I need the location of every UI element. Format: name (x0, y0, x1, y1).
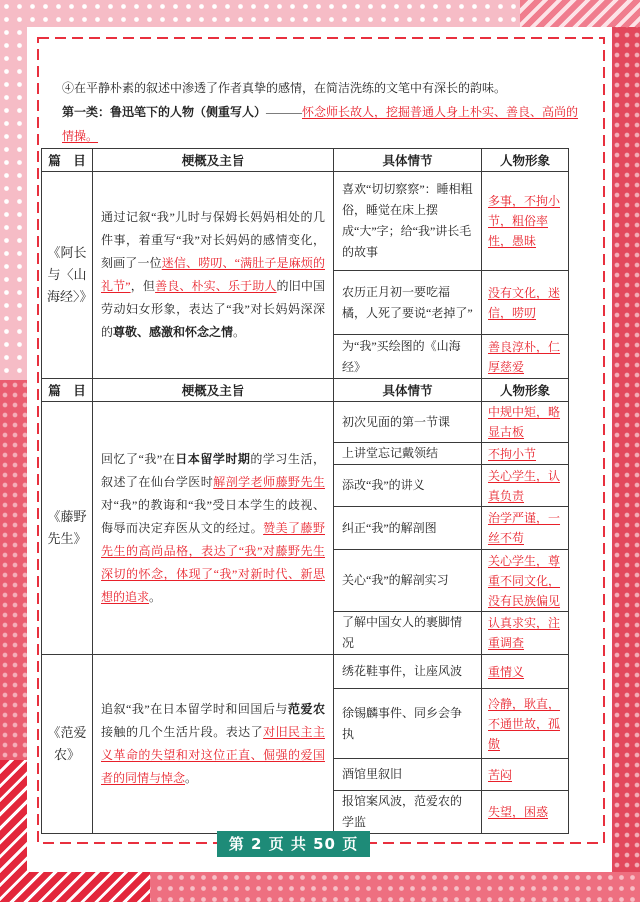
summary-key-phrase: 善良、朴实、乐于助人 (155, 279, 277, 293)
category-dash: ——— (266, 105, 303, 119)
plot-detail: 初次见面的第一节课 (334, 402, 482, 443)
summary-text: 追叙“我”在日本留学时和回国后与 (101, 702, 288, 716)
summary-text: ，但 (130, 279, 156, 293)
summary-bold-phrase: 范爱农 (287, 702, 325, 716)
summary-key-phrase: 赞美了藤野先生的高尚品格，表达了“我”对藤野先生深切的怀念，体现了“我”对新时代、新思想的追求 (101, 520, 325, 604)
header-title: 篇 目 (42, 149, 93, 172)
plot-detail: 报馆案风波，范爱农的学监 (334, 791, 482, 834)
work-summary (93, 655, 334, 834)
summary-text: 的学习生活，叙述了在仙台学医时 (101, 451, 325, 489)
table-header-row (42, 149, 569, 172)
plot-detail: 了解中国女人的裹脚情况 (334, 612, 482, 655)
work-summary (93, 402, 334, 655)
plot-detail: 酒馆里叙旧 (334, 759, 482, 791)
header-plot: 具体情节 (334, 149, 482, 172)
plot-detail: 关心“我”的解剖实习 (334, 550, 482, 612)
character-portrait-cell (482, 612, 569, 655)
character-portrait-cell (482, 465, 569, 507)
character-trait: 冷静，耿直，不通世故，孤傲 (488, 696, 561, 751)
summary-bold-phrase: 尊敬、感激和怀念之情 (113, 325, 234, 339)
character-portrait-cell (482, 507, 569, 550)
table-row (42, 402, 569, 443)
category-heading (62, 100, 582, 148)
character-trait: 善良淳朴，仁厚慈爱 (488, 339, 561, 374)
page-number-badge: 第 2 页 共 50 页 (217, 831, 370, 857)
plot-detail: 绣花鞋事件，让座风波 (334, 655, 482, 689)
work-title: 《阿长与〈山海经〉》 (42, 172, 93, 379)
character-trait: 关心学生，尊重不同文化，没有民族偏见 (488, 553, 561, 608)
header-plot: 具体情节 (334, 379, 482, 402)
table-row (42, 655, 569, 689)
work-title: 《范爱农》 (42, 655, 93, 834)
summary-text: 接触的几个生活片段。表达了 (101, 725, 264, 739)
character-portrait-cell (482, 172, 569, 271)
summary-text: 。 (185, 771, 198, 785)
summary-text: 对“我”的教诲和“我”受日本学生的歧视、侮辱而决定弃医从文的经过。 (101, 497, 325, 535)
summary-text: 通过记叙“我”儿时与保姆长妈妈相处的几件事，着重写“我”对长妈妈的感情变化，刻画了一位 (101, 210, 325, 270)
character-portrait-cell (482, 271, 569, 335)
plot-detail: 为“我”买绘图的《山海经》 (334, 335, 482, 379)
character-portrait-cell (482, 791, 569, 834)
summary-key-phrase: 对旧民主主义革命的失望和对这位正直、倔强的爱国者的同情与悼念 (101, 725, 325, 785)
works-table-body (42, 149, 569, 834)
character-table (41, 148, 568, 834)
plot-detail: 徐锡麟事件、同乡会争执 (334, 689, 482, 759)
character-trait: 重情义 (488, 664, 525, 679)
character-portrait-cell (482, 550, 569, 612)
category-label: 第一类：鲁迅笔下的人物（侧重写人） (62, 105, 267, 119)
header-summary: 梗概及主旨 (93, 379, 334, 402)
character-trait: 关心学生，认真负责 (488, 468, 561, 503)
summary-text: 的旧中国劳动妇女形象，表达了“我”对长妈妈深深的 (101, 279, 325, 339)
character-portrait-cell (482, 759, 569, 791)
summary-key-phrase: 解剖学老师藤野先生 (213, 474, 325, 489)
summary-key-phrase: 迷信、唠叨、“满肚子是麻烦的礼节” (101, 256, 325, 293)
summary-text: 。 (233, 325, 246, 339)
character-trait: 治学严谨，一丝不苟 (488, 511, 561, 545)
character-trait: 失望，困惑 (488, 805, 549, 819)
header-portrait: 人物形象 (482, 379, 569, 402)
character-trait: 多事，不拘小节，粗俗率性，愚昧 (488, 194, 561, 248)
character-portrait-cell (482, 335, 569, 379)
character-trait: 没有文化，迷信，唠叨 (488, 285, 561, 320)
table-row (42, 172, 569, 271)
work-summary (93, 172, 334, 379)
character-portrait-cell (482, 655, 569, 689)
character-portrait-cell (482, 689, 569, 759)
top-right-stripe-corner (520, 0, 640, 27)
intro-paragraph: ④在平静朴素的叙述中渗透了作者真挚的感情，在简洁洗练的文笔中有深长的韵味。 (62, 81, 507, 95)
character-table-grid (41, 148, 569, 834)
work-title: 《藤野先生》 (42, 402, 93, 655)
plot-detail: 纠正“我”的解剖图 (334, 507, 482, 550)
header-summary: 梗概及主旨 (93, 149, 334, 172)
summary-bold-phrase: 日本留学时期 (175, 451, 251, 466)
category-summary: 怀念师长故人，挖掘普通人身上朴实、善良、高尚的情操。 (62, 105, 579, 143)
header-portrait: 人物形象 (482, 149, 569, 172)
character-trait: 中规中矩，略显古板 (488, 405, 561, 439)
character-trait: 认真求实，注重调查 (488, 616, 561, 650)
plot-detail: 上讲堂忘记戴领结 (334, 443, 482, 465)
plot-detail: 添改“我”的讲义 (334, 465, 482, 507)
character-portrait-cell (482, 402, 569, 443)
plot-detail: 喜欢“切切察察”：睡相粗俗，睡觉在床上摆成“大”字；给“我”讲长毛的故事 (334, 172, 482, 271)
table-header-row (42, 379, 569, 402)
summary-text: 。 (149, 589, 162, 604)
character-portrait-cell (482, 443, 569, 465)
header-title: 篇 目 (42, 379, 93, 402)
right-polka-dot-strip (612, 0, 640, 902)
summary-text: 回忆了“我”在 (101, 451, 176, 466)
character-trait: 不拘小节 (488, 446, 537, 461)
plot-detail: 农历正月初一要吃福橘，人死了要说“老掉了” (334, 271, 482, 335)
character-trait: 苦闷 (488, 767, 513, 782)
